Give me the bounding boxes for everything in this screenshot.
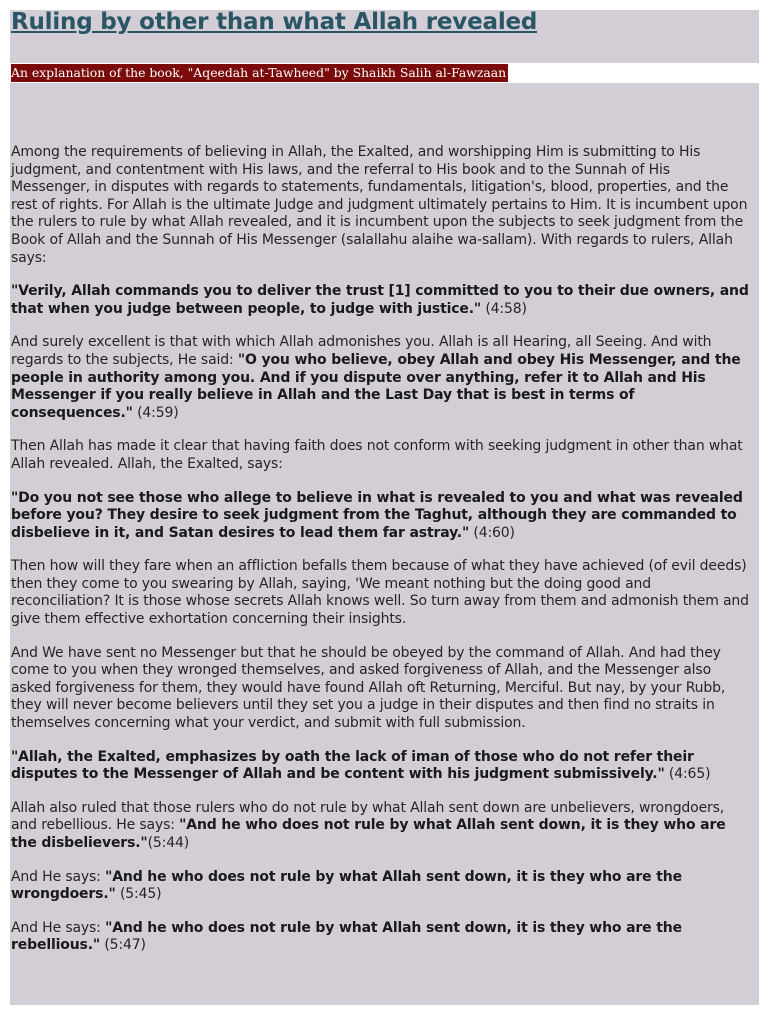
paragraph-text: And surely excellent is that with which Allah admonishes you. Allah is all Hearing, all Seeing. And with regards to the subjects, He said: — [11, 334, 712, 368]
quote-paragraph — [11, 749, 753, 784]
verse-reference: (4:65) — [664, 766, 711, 783]
paragraph: And We have sent no Messenger but that he should be obeyed by the command of Allah. And had they come to you when they wronged themselves, and asked forgiveness of Allah, and the Messenger also asked forgiveness for them, they would have found Allah oft Returning, Merciful. But nay, by your Rubb, they will never become believers until they set you a judge in their disputes and then find no straits in themselves concerning what your verdict, and submit with full submission. — [11, 644, 726, 732]
verse-quote: "And he who does not rule by what Allah sent down, it is they who are the wrongdoers." — [11, 868, 682, 903]
verse-reference: (5:47) — [100, 937, 146, 954]
paragraph: Among the requirements of believing in Allah, the Exalted, and worshipping Him is submitting to His judgment, and contentment with His laws, and the referral to His book and to the Sunnah of His Messenger, in disputes with regards to statements, fundamentals, litigation's, blood, properties, and the rest of rights. For Allah is the ultimate Judge and judgment ultimately pertains to Him. It is incumbent upon the rulers to rule by what Allah revealed, and it is incumbent upon the subjects to seek judgment from the Book of Allah and the Sunnah of His Messenger (salallahu alaihe wa-sallam). With regards to rulers, Allah says: — [11, 144, 748, 266]
verse-reference: (4:60) — [469, 524, 515, 541]
quote-paragraph — [11, 869, 753, 904]
verse-quote: "And he who does not rule by what Allah sent down, it is they who are the rebellious." — [11, 919, 682, 954]
verse-reference: (5:45) — [115, 886, 162, 903]
paragraph: Then Allah has made it clear that having faith does not conform with seeking judgment in other than what Allah revealed. Allah, the Exalted, says: — [11, 438, 743, 472]
page-title[interactable]: Ruling by other than what Allah revealed — [11, 9, 538, 35]
subtitle-banner: An explanation of the book, "Aqeedah at-Tawheed" by Shaikh Salih al-Fawzaan — [11, 65, 507, 80]
quote-paragraph — [11, 334, 753, 422]
quote-paragraph — [11, 283, 753, 318]
verse-quote: "Verily, Allah commands you to deliver the trust [1] committed to you to their due owners, and that when you judge between people, to judge with justice." — [11, 283, 749, 317]
verse-reference: (4:59) — [132, 404, 179, 421]
quote-paragraph — [11, 800, 753, 853]
paragraph-text: And He says: — [11, 868, 106, 885]
paragraph: Then how will they fare when an affliction befalls them because of what they have achieved (of evil deeds) then they come to you swearing by Allah, saying, 'We meant nothing but the doing good and reconciliation? It is those whose secrets Allah knows well. So turn away from them and admonish them and give them effective exhortation concerning their insights. — [11, 558, 749, 628]
verse-quote: "Do you not see those who allege to believe in what is revealed to you and what was revealed before you? They desire to seek judgment from the Taghut, although they are commanded to disbelieve in it, and Satan desires to lead them far astray." — [11, 489, 743, 541]
paragraph-text: Allah also ruled that those rulers who do not rule by what Allah sent down are unbelievers, wrongdoers, and rebellious. He says: — [11, 799, 725, 834]
paragraph-text: And He says: — [11, 919, 106, 936]
quote-paragraph — [11, 920, 753, 955]
verse-reference: (5:44) — [147, 835, 190, 851]
verse-quote: "O you who believe, obey Allah and obey His Messenger, and the people in authority among you. And if you dispute over anything, refer it to Allah and His Messenger if you really believe in Allah and the Last Day that is best in terms of consequences." — [11, 351, 741, 421]
verse-reference: (4:58) — [481, 300, 527, 317]
verse-quote: "And he who does not rule by what Allah sent down, it is they who are the disbelievers." — [11, 817, 726, 851]
quote-paragraph — [11, 490, 753, 543]
article-body — [11, 144, 753, 971]
verse-quote: "Allah, the Exalted, emphasizes by oath the lack of iman of those who do not refer their disputes to the Messenger of Allah and be content with his judgment submissively." — [11, 748, 694, 783]
